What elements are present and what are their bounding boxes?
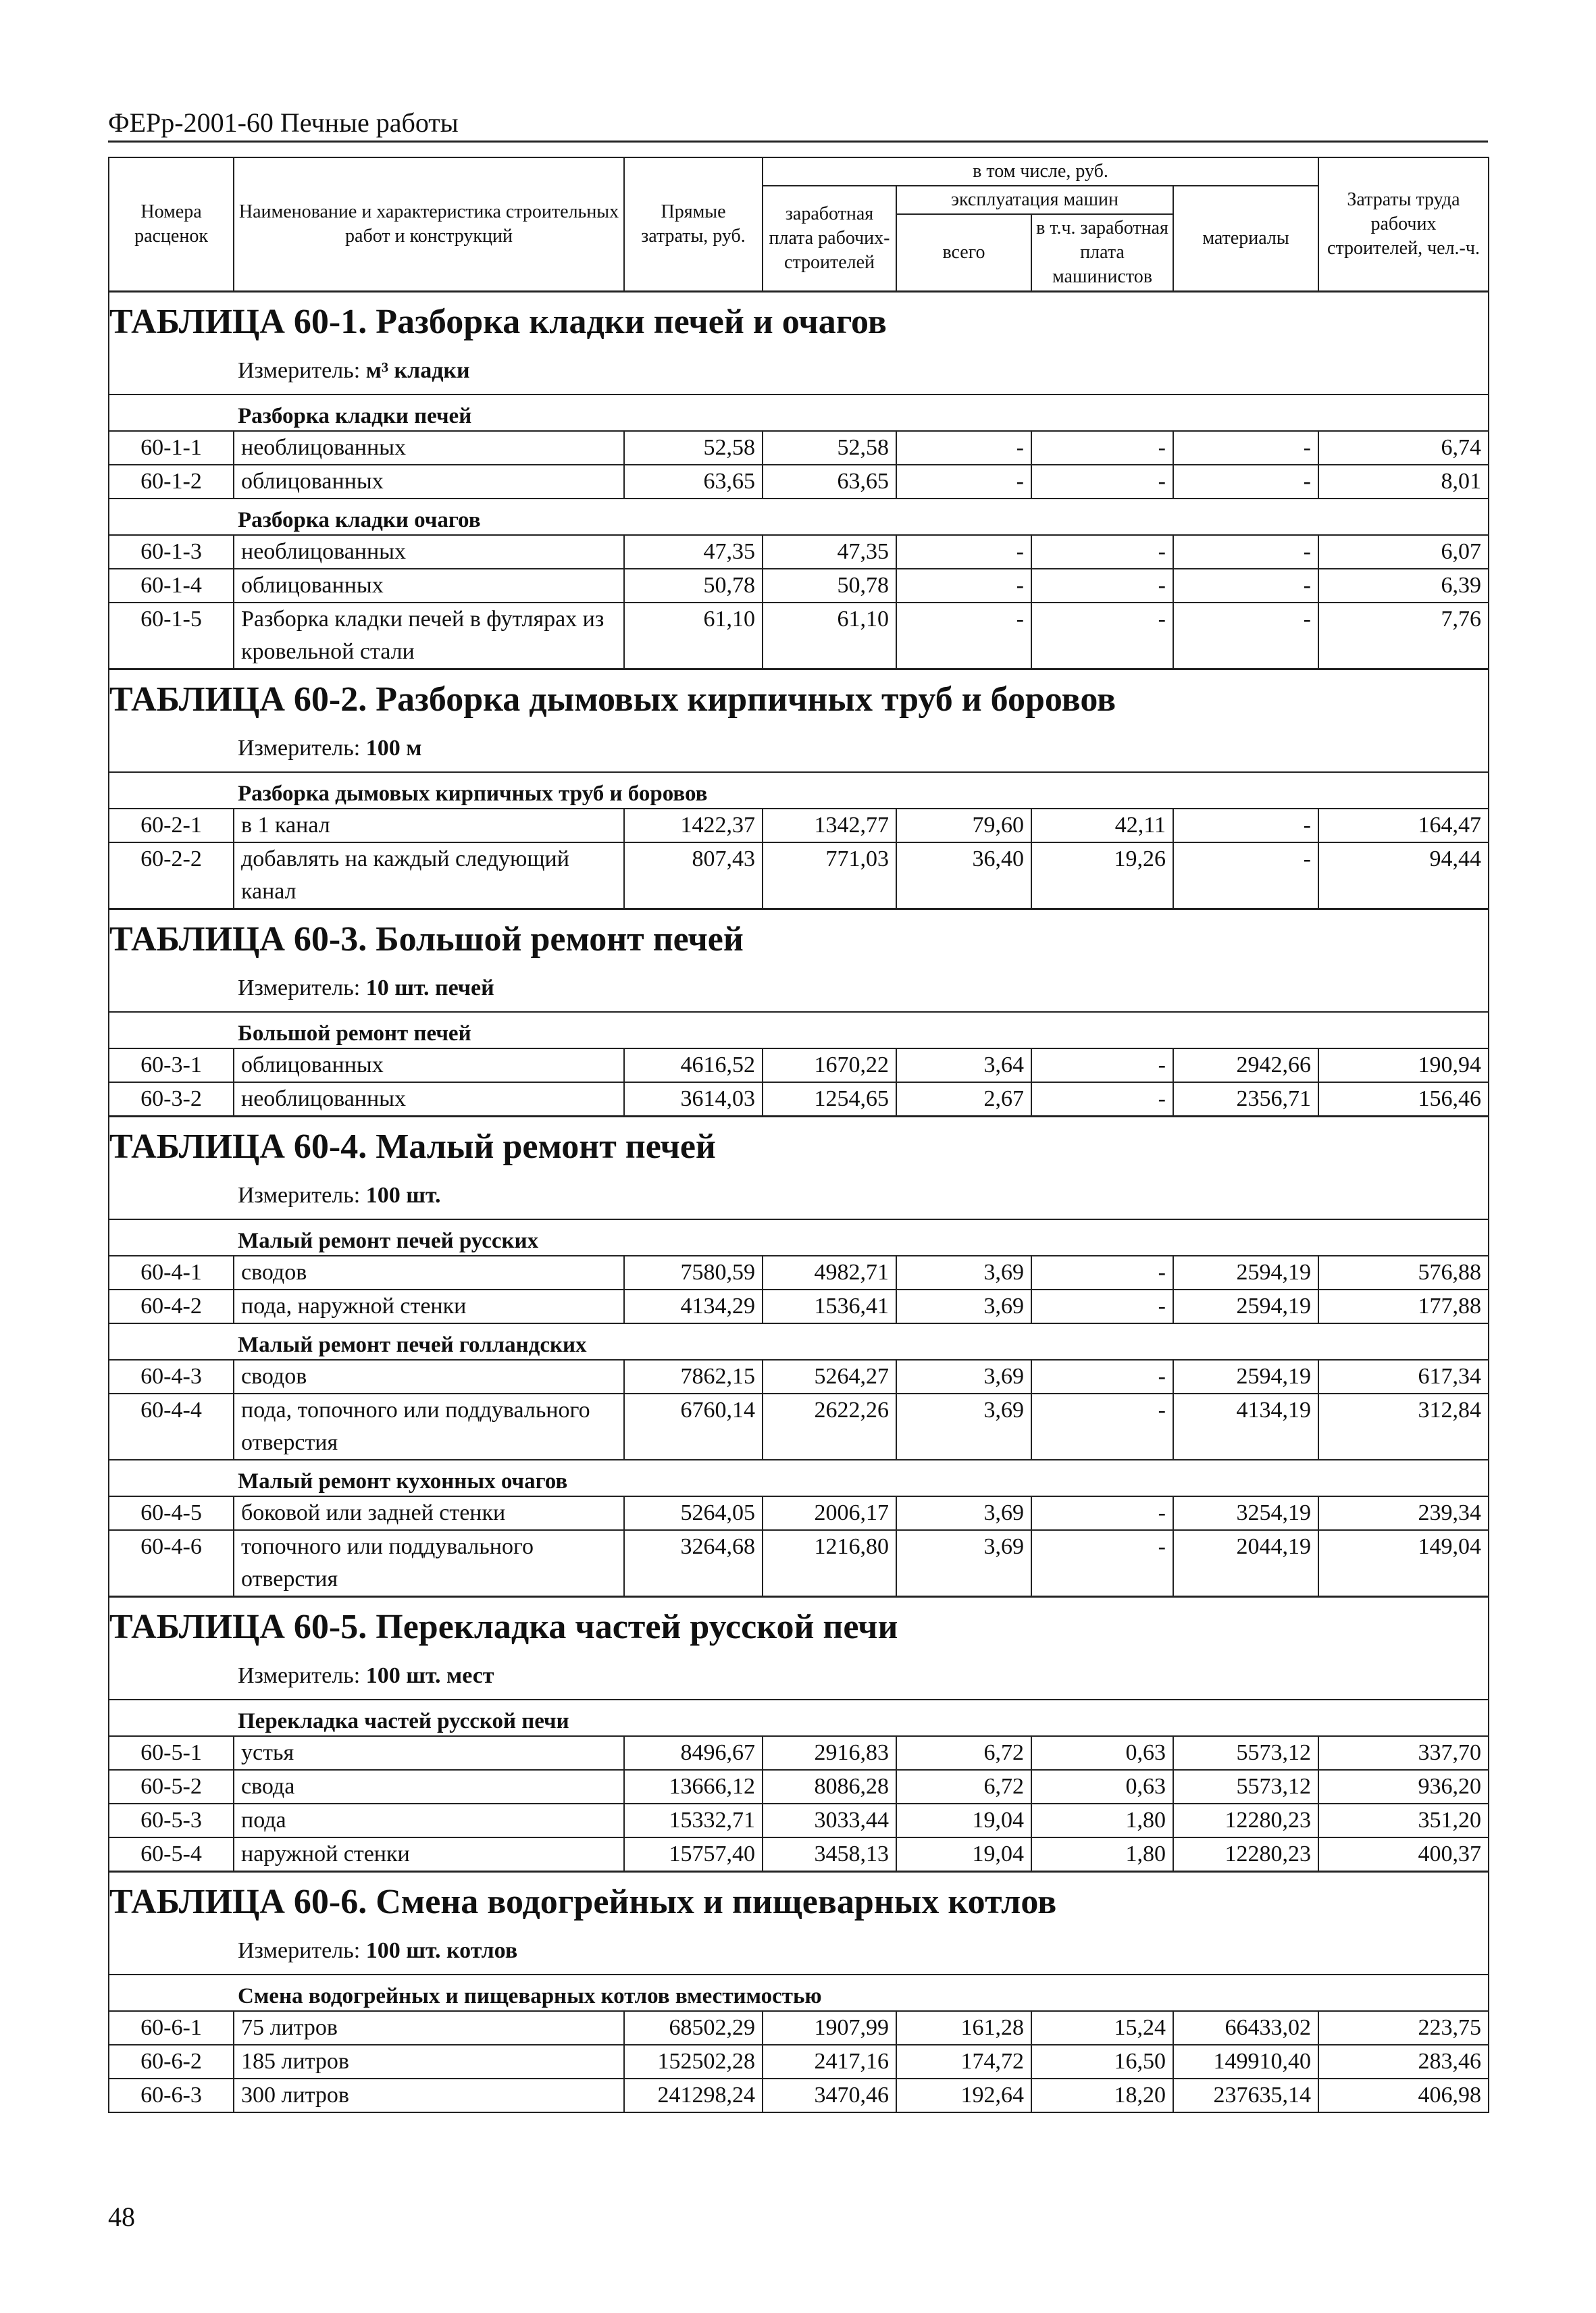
direct-cost: 807,43 <box>624 842 763 909</box>
machinist-wages: 0,63 <box>1031 1736 1173 1770</box>
table-title-row <box>109 1597 1489 1652</box>
materials: - <box>1173 603 1318 669</box>
materials: 2356,71 <box>1173 1082 1318 1117</box>
work-name: 75 литров <box>234 2011 624 2045</box>
machinist-wages: - <box>1031 1530 1173 1597</box>
machinist-wages: - <box>1031 1048 1173 1082</box>
unit-value: 100 шт. <box>365 1183 441 1208</box>
col-header-name: Наименование и характеристика строительных работ и конструкций <box>234 157 624 292</box>
table-title: ТАБЛИЦА 60-2. Разборка дымовых кирпичных труб и боровов <box>109 680 1116 719</box>
table-row <box>109 1770 1489 1804</box>
table-row <box>109 465 1489 499</box>
rate-code: 60-6-3 <box>109 2079 234 2112</box>
table-row <box>109 1360 1489 1394</box>
labor-hours: 617,34 <box>1318 1360 1489 1394</box>
col-header-incl: в том числе, руб. <box>763 157 1318 186</box>
col-header-materials: материалы <box>1173 186 1318 292</box>
group-subtitle-row <box>109 499 1489 535</box>
machinist-wages: - <box>1031 1082 1173 1117</box>
builder-wages: 1670,22 <box>763 1048 896 1082</box>
materials: 66433,02 <box>1173 2011 1318 2045</box>
unit-label: Измеритель: <box>238 358 361 383</box>
table-title: ТАБЛИЦА 60-5. Перекладка частей русской печи <box>109 1608 898 1646</box>
rate-code: 60-2-2 <box>109 842 234 909</box>
table-title: ТАБЛИЦА 60-6. Смена водогрейных и пищеварных котлов <box>109 1883 1057 1921</box>
unit-row <box>109 1927 1489 1975</box>
table-title-row <box>109 1117 1489 1172</box>
group-subtitle: Малый ремонт печей русских <box>109 1219 1489 1256</box>
materials: 2594,19 <box>1173 1290 1318 1323</box>
unit-row <box>109 347 1489 395</box>
rate-code: 60-4-2 <box>109 1290 234 1323</box>
materials: 5573,12 <box>1173 1770 1318 1804</box>
machines-total: 19,04 <box>896 1804 1031 1837</box>
labor-hours: 6,74 <box>1318 431 1489 465</box>
unit-row <box>109 964 1489 1012</box>
table-row <box>109 2011 1489 2045</box>
rate-code: 60-6-1 <box>109 2011 234 2045</box>
direct-cost: 61,10 <box>624 603 763 669</box>
unit-label: Измеритель: <box>238 1938 361 1963</box>
labor-hours: 223,75 <box>1318 2011 1489 2045</box>
materials: - <box>1173 431 1318 465</box>
col-header-machine-wages: в т.ч. заработная плата машинистов <box>1031 214 1173 292</box>
direct-cost: 4616,52 <box>624 1048 763 1082</box>
builder-wages: 1216,80 <box>763 1530 896 1597</box>
builder-wages: 3458,13 <box>763 1837 896 1872</box>
builder-wages: 2006,17 <box>763 1496 896 1530</box>
running-head: ФЕРр-2001-60 Печные работы <box>108 107 459 138</box>
direct-cost: 3614,03 <box>624 1082 763 1117</box>
rate-code: 60-4-3 <box>109 1360 234 1394</box>
machines-total: 3,69 <box>896 1360 1031 1394</box>
group-subtitle: Большой ремонт печей <box>109 1012 1489 1048</box>
group-subtitle: Смена водогрейных и пищеварных котлов вместимостью <box>109 1975 1489 2011</box>
unit-value: 100 м <box>365 736 422 761</box>
unit-label: Измеритель: <box>238 975 361 1000</box>
work-name: 300 литров <box>234 2079 624 2112</box>
work-name: боковой или задней стенки <box>234 1496 624 1530</box>
labor-hours: 6,39 <box>1318 569 1489 603</box>
labor-hours: 239,34 <box>1318 1496 1489 1530</box>
work-name: 185 литров <box>234 2045 624 2079</box>
machines-total: 3,69 <box>896 1496 1031 1530</box>
work-name: топочного или поддувального отверстия <box>234 1530 624 1597</box>
builder-wages: 2622,26 <box>763 1394 896 1460</box>
work-name: облицованных <box>234 465 624 499</box>
unit-label: Измеритель: <box>238 1183 361 1208</box>
machinist-wages: - <box>1031 1290 1173 1323</box>
machines-total: 6,72 <box>896 1736 1031 1770</box>
machinist-wages: 19,26 <box>1031 842 1173 909</box>
table-title-row <box>109 1872 1489 1927</box>
work-name: наружной стенки <box>234 1837 624 1872</box>
machines-total: 3,69 <box>896 1256 1031 1290</box>
materials: 2594,19 <box>1173 1256 1318 1290</box>
direct-cost: 15332,71 <box>624 1804 763 1837</box>
unit-row <box>109 1652 1489 1700</box>
table-row <box>109 1048 1489 1082</box>
direct-cost: 4134,29 <box>624 1290 763 1323</box>
col-header-direct: Прямые затраты, руб. <box>624 157 763 292</box>
work-name: пода, топочного или поддувального отверстия <box>234 1394 624 1460</box>
machinist-wages: 18,20 <box>1031 2079 1173 2112</box>
work-name: добавлять на каждый следующий канал <box>234 842 624 909</box>
column-header-row <box>109 157 1489 186</box>
work-name: Разборка кладки печей в футлярах из кровельной стали <box>234 603 624 669</box>
table-row <box>109 603 1489 669</box>
machines-total: 3,69 <box>896 1290 1031 1323</box>
labor-hours: 149,04 <box>1318 1530 1489 1597</box>
materials: 3254,19 <box>1173 1496 1318 1530</box>
table-row <box>109 1256 1489 1290</box>
builder-wages: 50,78 <box>763 569 896 603</box>
builder-wages: 3470,46 <box>763 2079 896 2112</box>
machines-total: - <box>896 431 1031 465</box>
work-name: пода <box>234 1804 624 1837</box>
group-subtitle: Разборка дымовых кирпичных труб и боровов <box>109 772 1489 809</box>
header-rule <box>108 141 1488 143</box>
table-row <box>109 1496 1489 1530</box>
direct-cost: 7862,15 <box>624 1360 763 1394</box>
labor-hours: 312,84 <box>1318 1394 1489 1460</box>
work-name: необлицованных <box>234 1082 624 1117</box>
col-header-machines: эксплуатация машин <box>896 186 1173 214</box>
builder-wages: 1907,99 <box>763 2011 896 2045</box>
direct-cost: 8496,67 <box>624 1736 763 1770</box>
table-title-row <box>109 909 1489 965</box>
machines-total: 174,72 <box>896 2045 1031 2079</box>
labor-hours: 337,70 <box>1318 1736 1489 1770</box>
group-subtitle-row <box>109 1975 1489 2011</box>
table-row <box>109 1082 1489 1117</box>
machines-total: 192,64 <box>896 2079 1031 2112</box>
page-number: 48 <box>108 2202 135 2232</box>
group-subtitle-row <box>109 395 1489 431</box>
machines-total: 6,72 <box>896 1770 1031 1804</box>
machinist-wages: 42,11 <box>1031 809 1173 842</box>
labor-hours: 8,01 <box>1318 465 1489 499</box>
materials: - <box>1173 535 1318 569</box>
rate-code: 60-5-3 <box>109 1804 234 1837</box>
machines-total: - <box>896 569 1031 603</box>
machinist-wages: - <box>1031 1256 1173 1290</box>
group-subtitle-row <box>109 1323 1489 1360</box>
direct-cost: 63,65 <box>624 465 763 499</box>
work-name: пода, наружной стенки <box>234 1290 624 1323</box>
direct-cost: 7580,59 <box>624 1256 763 1290</box>
work-name: необлицованных <box>234 535 624 569</box>
table-row <box>109 842 1489 909</box>
materials: - <box>1173 842 1318 909</box>
machinist-wages: 1,80 <box>1031 1837 1173 1872</box>
group-subtitle: Малый ремонт печей голландских <box>109 1323 1489 1360</box>
machines-total: 3,69 <box>896 1530 1031 1597</box>
builder-wages: 2417,16 <box>763 2045 896 2079</box>
rate-code: 60-4-4 <box>109 1394 234 1460</box>
direct-cost: 47,35 <box>624 535 763 569</box>
table-row <box>109 1804 1489 1837</box>
work-name: устья <box>234 1736 624 1770</box>
group-subtitle: Разборка кладки печей <box>109 395 1489 431</box>
unit-row <box>109 1171 1489 1219</box>
direct-cost: 241298,24 <box>624 2079 763 2112</box>
builder-wages: 2916,83 <box>763 1736 896 1770</box>
machines-total: 2,67 <box>896 1082 1031 1117</box>
materials: 4134,19 <box>1173 1394 1318 1460</box>
builder-wages: 5264,27 <box>763 1360 896 1394</box>
labor-hours: 400,37 <box>1318 1837 1489 1872</box>
machinist-wages: - <box>1031 465 1173 499</box>
materials: 2044,19 <box>1173 1530 1318 1597</box>
builder-wages: 1254,65 <box>763 1082 896 1117</box>
group-subtitle-row <box>109 772 1489 809</box>
work-name: сводов <box>234 1360 624 1394</box>
col-header-labor: Затраты труда рабочих строителей, чел.-ч. <box>1318 157 1489 292</box>
builder-wages: 1536,41 <box>763 1290 896 1323</box>
direct-cost: 13666,12 <box>624 1770 763 1804</box>
labor-hours: 94,44 <box>1318 842 1489 909</box>
group-subtitle-row <box>109 1460 1489 1496</box>
table-row <box>109 1530 1489 1597</box>
labor-hours: 190,94 <box>1318 1048 1489 1082</box>
table-row <box>109 1394 1489 1460</box>
machinist-wages: 0,63 <box>1031 1770 1173 1804</box>
rate-code: 60-1-3 <box>109 535 234 569</box>
rate-code: 60-3-2 <box>109 1082 234 1117</box>
unit-value: 10 шт. печей <box>365 975 494 1000</box>
group-subtitle-row <box>109 1012 1489 1048</box>
direct-cost: 50,78 <box>624 569 763 603</box>
machines-total: 161,28 <box>896 2011 1031 2045</box>
rate-code: 60-1-1 <box>109 431 234 465</box>
direct-cost: 3264,68 <box>624 1530 763 1597</box>
machinist-wages: - <box>1031 431 1173 465</box>
table-row <box>109 2045 1489 2079</box>
work-name: облицованных <box>234 1048 624 1082</box>
machinist-wages: - <box>1031 603 1173 669</box>
labor-hours: 156,46 <box>1318 1082 1489 1117</box>
rate-code: 60-6-2 <box>109 2045 234 2079</box>
direct-cost: 152502,28 <box>624 2045 763 2079</box>
machinist-wages: 1,80 <box>1031 1804 1173 1837</box>
builder-wages: 771,03 <box>763 842 896 909</box>
materials: 149910,40 <box>1173 2045 1318 2079</box>
materials: 12280,23 <box>1173 1804 1318 1837</box>
rate-code: 60-3-1 <box>109 1048 234 1082</box>
materials: - <box>1173 569 1318 603</box>
labor-hours: 351,20 <box>1318 1804 1489 1837</box>
table-title-row <box>109 292 1489 347</box>
machinist-wages: - <box>1031 1360 1173 1394</box>
table-title-row <box>109 669 1489 725</box>
materials: 237635,14 <box>1173 2079 1318 2112</box>
work-name: сводов <box>234 1256 624 1290</box>
group-subtitle: Разборка кладки очагов <box>109 499 1489 535</box>
col-header-machines-total: всего <box>896 214 1031 292</box>
machines-total: - <box>896 535 1031 569</box>
materials: - <box>1173 809 1318 842</box>
labor-hours: 7,76 <box>1318 603 1489 669</box>
machines-total: 19,04 <box>896 1837 1031 1872</box>
group-subtitle: Малый ремонт кухонных очагов <box>109 1460 1489 1496</box>
labor-hours: 164,47 <box>1318 809 1489 842</box>
table-row <box>109 1837 1489 1872</box>
table-row <box>109 1736 1489 1770</box>
labor-hours: 936,20 <box>1318 1770 1489 1804</box>
table-title: ТАБЛИЦА 60-3. Большой ремонт печей <box>109 920 744 959</box>
rate-code: 60-1-5 <box>109 603 234 669</box>
col-header-code: Номера расценок <box>109 157 234 292</box>
builder-wages: 63,65 <box>763 465 896 499</box>
builder-wages: 47,35 <box>763 535 896 569</box>
unit-value: м³ кладки <box>365 358 470 383</box>
table-row <box>109 431 1489 465</box>
direct-cost: 5264,05 <box>624 1496 763 1530</box>
table-row <box>109 1290 1489 1323</box>
machinist-wages: - <box>1031 1394 1173 1460</box>
builder-wages: 52,58 <box>763 431 896 465</box>
unit-value: 100 шт. мест <box>365 1663 494 1688</box>
labor-hours: 283,46 <box>1318 2045 1489 2079</box>
labor-hours: 576,88 <box>1318 1256 1489 1290</box>
rate-code: 60-1-4 <box>109 569 234 603</box>
rate-code: 60-4-5 <box>109 1496 234 1530</box>
col-header-wages: заработная плата рабочих-строителей <box>763 186 896 292</box>
work-name: в 1 канал <box>234 809 624 842</box>
rate-code: 60-5-4 <box>109 1837 234 1872</box>
work-name: необлицованных <box>234 431 624 465</box>
unit-label: Измеритель: <box>238 1663 361 1688</box>
direct-cost: 15757,40 <box>624 1837 763 1872</box>
machinist-wages: 16,50 <box>1031 2045 1173 2079</box>
direct-cost: 6760,14 <box>624 1394 763 1460</box>
machines-total: 36,40 <box>896 842 1031 909</box>
group-subtitle-row <box>109 1219 1489 1256</box>
builder-wages: 3033,44 <box>763 1804 896 1837</box>
materials: 2594,19 <box>1173 1360 1318 1394</box>
rate-code: 60-2-1 <box>109 809 234 842</box>
rates-table <box>108 157 1489 2113</box>
rate-code: 60-4-1 <box>109 1256 234 1290</box>
table-row <box>109 569 1489 603</box>
materials: - <box>1173 465 1318 499</box>
machinist-wages: - <box>1031 535 1173 569</box>
direct-cost: 68502,29 <box>624 2011 763 2045</box>
machines-total: 3,64 <box>896 1048 1031 1082</box>
builder-wages: 61,10 <box>763 603 896 669</box>
rate-code: 60-4-6 <box>109 1530 234 1597</box>
direct-cost: 52,58 <box>624 431 763 465</box>
work-name: облицованных <box>234 569 624 603</box>
table-row <box>109 535 1489 569</box>
table-title: ТАБЛИЦА 60-4. Малый ремонт печей <box>109 1127 716 1166</box>
direct-cost: 1422,37 <box>624 809 763 842</box>
unit-value: 100 шт. котлов <box>365 1938 518 1963</box>
materials: 12280,23 <box>1173 1837 1318 1872</box>
machines-total: - <box>896 603 1031 669</box>
group-subtitle: Перекладка частей русской печи <box>109 1700 1489 1736</box>
labor-hours: 177,88 <box>1318 1290 1489 1323</box>
builder-wages: 8086,28 <box>763 1770 896 1804</box>
machinist-wages: - <box>1031 1496 1173 1530</box>
rate-code: 60-5-1 <box>109 1736 234 1770</box>
builder-wages: 4982,71 <box>763 1256 896 1290</box>
work-name: свода <box>234 1770 624 1804</box>
labor-hours: 406,98 <box>1318 2079 1489 2112</box>
machinist-wages: 15,24 <box>1031 2011 1173 2045</box>
machinist-wages: - <box>1031 569 1173 603</box>
table-row <box>109 2079 1489 2112</box>
table-row <box>109 809 1489 842</box>
machines-total: 3,69 <box>896 1394 1031 1460</box>
rate-code: 60-5-2 <box>109 1770 234 1804</box>
labor-hours: 6,07 <box>1318 535 1489 569</box>
unit-row <box>109 724 1489 772</box>
materials: 5573,12 <box>1173 1736 1318 1770</box>
machines-total: 79,60 <box>896 809 1031 842</box>
rate-code: 60-1-2 <box>109 465 234 499</box>
materials: 2942,66 <box>1173 1048 1318 1082</box>
unit-label: Измеритель: <box>238 736 361 761</box>
builder-wages: 1342,77 <box>763 809 896 842</box>
table-title: ТАБЛИЦА 60-1. Разборка кладки печей и очагов <box>109 303 887 341</box>
machines-total: - <box>896 465 1031 499</box>
group-subtitle-row <box>109 1700 1489 1736</box>
